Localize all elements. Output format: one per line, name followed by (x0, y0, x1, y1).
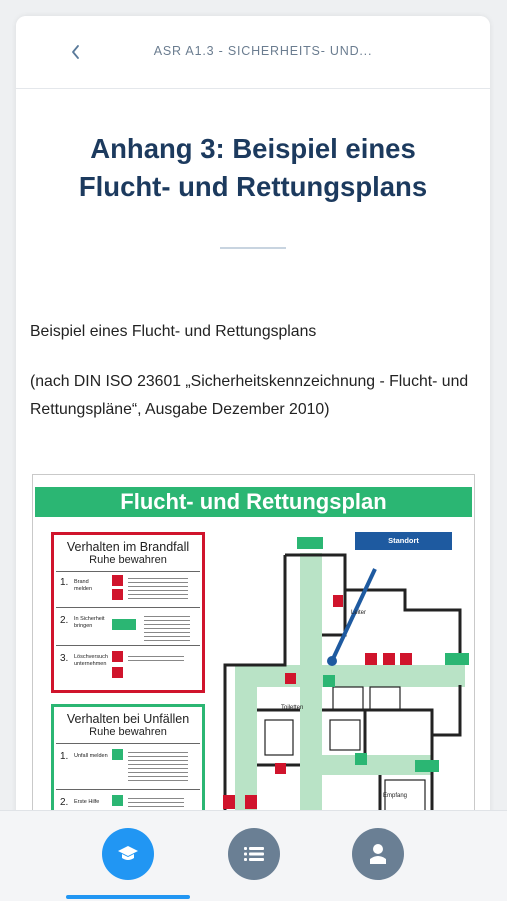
step-label: Unfall melden (74, 753, 108, 759)
top-bar (16, 16, 490, 89)
fire-instructions-box (51, 532, 205, 693)
exit-sign-icon (112, 619, 136, 630)
step-label: Löschversuch unternehmen (74, 654, 108, 667)
text-lines (144, 613, 190, 641)
nav-profile-button[interactable] (352, 828, 404, 880)
step-number: 2. (60, 615, 69, 626)
user-icon (369, 843, 387, 865)
step-number: 1. (60, 751, 69, 762)
floor-plan (205, 535, 475, 816)
accident-box-subtitle: Ruhe bewahren (89, 726, 167, 738)
nav-list-button[interactable] (228, 828, 280, 880)
divider (56, 571, 200, 572)
step-number: 2. (60, 797, 69, 808)
title-divider (220, 247, 286, 249)
page-title: Anhang 3: Beispiel eines Flucht- und Rettungsplans (78, 133, 428, 202)
step-label: Brand melden (74, 579, 93, 592)
extinguisher-icon (112, 651, 123, 662)
room-label-empfang: Empfang (383, 793, 408, 799)
room-label-toiletten: Toiletten (281, 705, 304, 711)
first-aid-icon (112, 795, 123, 806)
nav-learn-button[interactable] (102, 828, 154, 880)
hose-icon (112, 667, 123, 678)
text-lines (128, 749, 188, 781)
list-icon (244, 846, 264, 862)
bottom-navigation (0, 810, 507, 901)
step-number: 1. (60, 577, 69, 588)
divider (56, 645, 200, 646)
back-button[interactable] (64, 40, 88, 64)
header-title: ASR A1.3 - SICHERHEITS- UND... (153, 44, 373, 58)
active-tab-indicator (66, 895, 190, 899)
accident-box-title: Verhalten bei Unfällen (66, 712, 190, 726)
plan-header: Flucht- und Rettungsplan (35, 487, 472, 517)
text-lines (128, 575, 188, 601)
divider (56, 607, 200, 608)
phone-icon (112, 749, 123, 760)
divider (56, 789, 200, 790)
fire-box-subtitle: Ruhe bewahren (89, 554, 167, 566)
step-label: Erste Hilfe (74, 799, 100, 805)
content-card (16, 16, 490, 816)
escape-plan-image (32, 474, 475, 816)
standort-label: Standort (355, 532, 452, 550)
fire-alarm-icon (112, 575, 123, 586)
step-label: In Sicherheit bringen (74, 616, 105, 629)
step-number: 3. (60, 653, 69, 664)
fire-box-title: Verhalten im Brandfall (66, 540, 190, 554)
graduation-cap-icon (117, 844, 139, 864)
room-label-leiter: Leiter (351, 610, 367, 616)
chevron-left-icon (70, 44, 82, 60)
accident-instructions-box (51, 704, 205, 816)
divider (56, 743, 200, 744)
intro-paragraph: Beispiel eines Flucht- und Rettungsplans (30, 323, 317, 340)
text-lines (128, 653, 184, 661)
source-paragraph: (nach DIN ISO 23601 „Sicherheitskennzeichnung - Flucht- und Rettungspläne“, Ausgabe Dezember 2010) (30, 373, 469, 418)
phone-icon (112, 589, 123, 600)
